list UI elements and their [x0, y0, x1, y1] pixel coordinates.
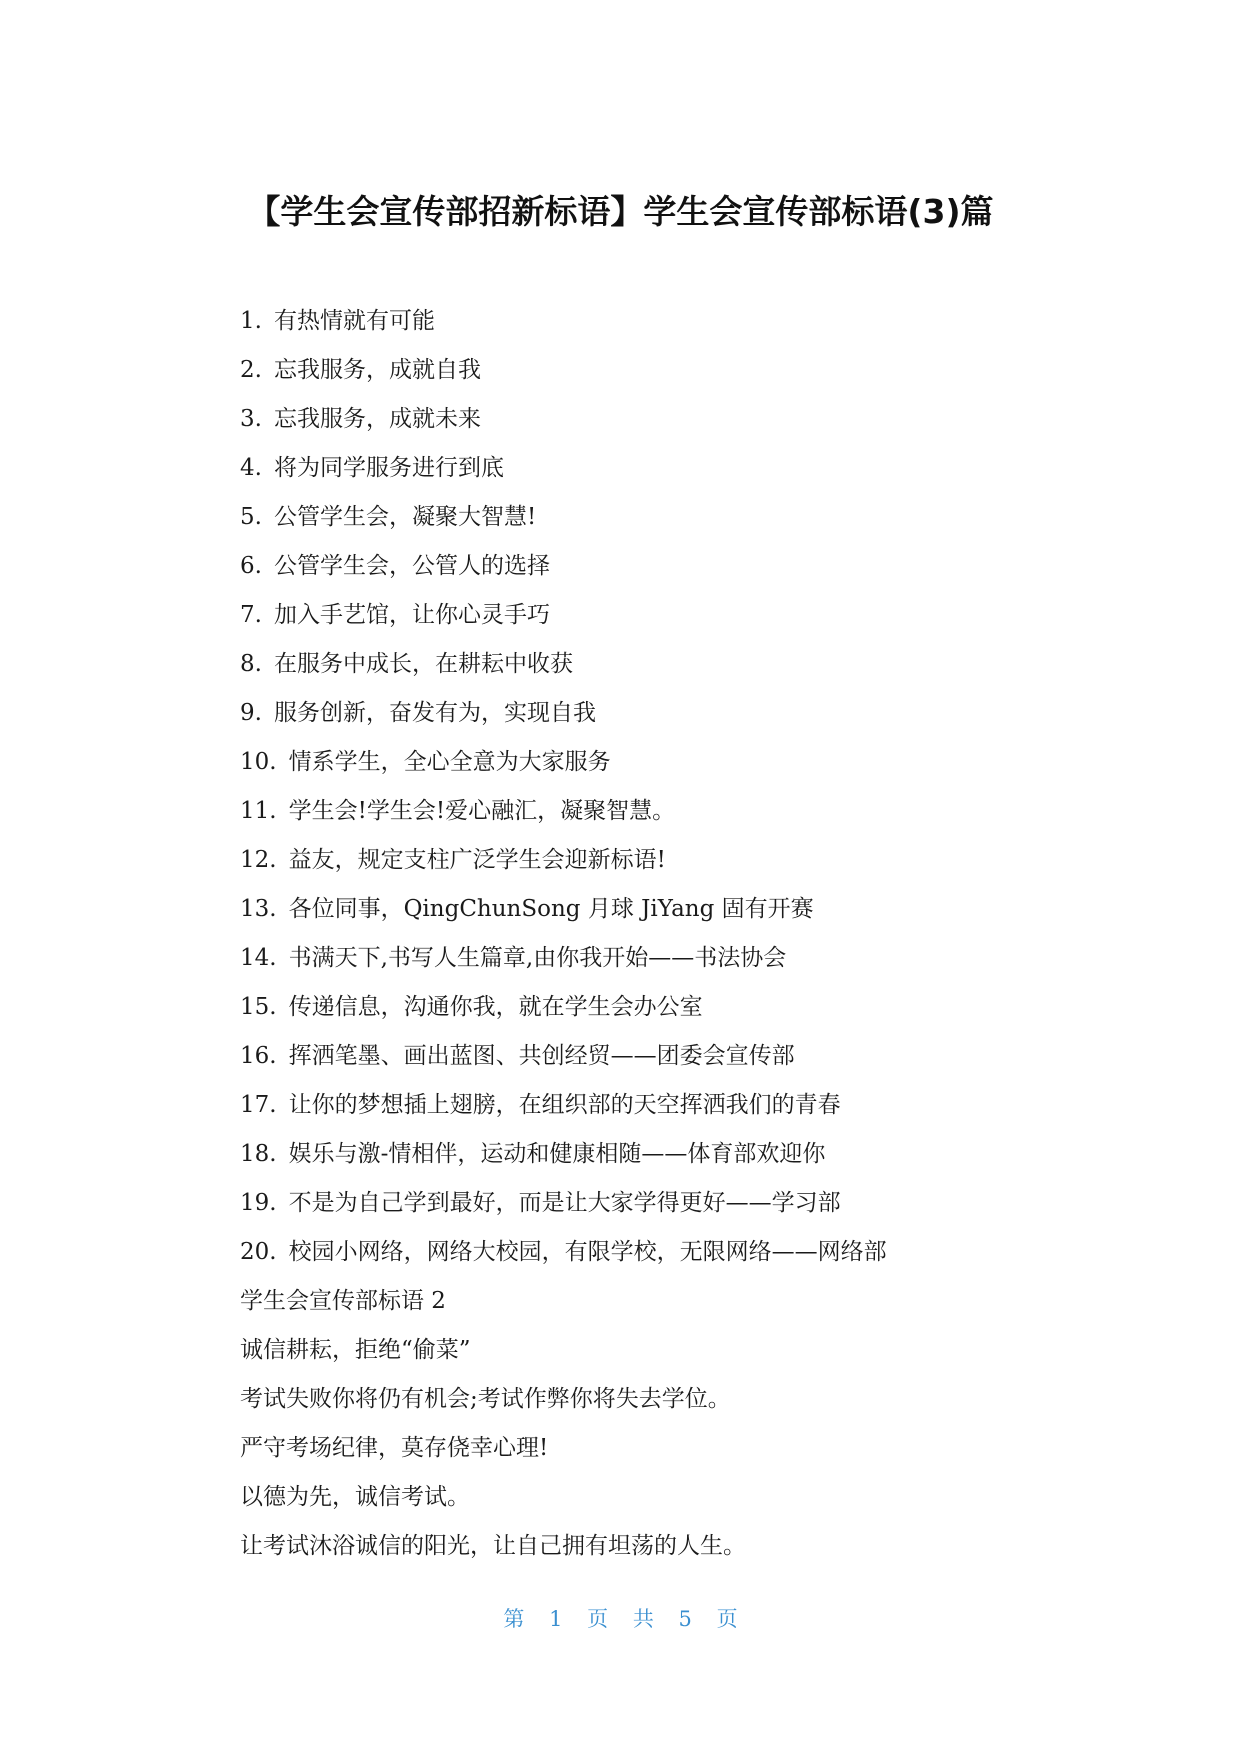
- list-item: [240, 885, 1140, 934]
- list-item-number: 2.: [240, 357, 262, 383]
- page-footer: [0, 1604, 1241, 1634]
- list-item-number: 20.: [240, 1239, 277, 1265]
- list-item-number: 15.: [240, 994, 277, 1020]
- list-item-number: 6.: [240, 553, 262, 579]
- slogan-list: [240, 297, 1140, 1277]
- list-item-text: 公管学生会，公管人的选择: [273, 553, 550, 579]
- paragraph: 让考试沐浴诚信的阳光，让自己拥有坦荡的人生。: [240, 1533, 746, 1559]
- list-item-number: 11.: [240, 798, 277, 824]
- list-item-text: 有热情就有可能: [273, 308, 435, 334]
- list-item: [240, 444, 1140, 493]
- list-item: [240, 1179, 1140, 1228]
- footer-current-page: 1: [549, 1607, 563, 1631]
- list-item-number: 1.: [240, 308, 262, 334]
- list-item-text: 不是为自己学到最好，而是让大家学得更好——学习部: [288, 1190, 841, 1216]
- list-item: [240, 738, 1140, 787]
- list-item: [240, 640, 1140, 689]
- list-item-number: 7.: [240, 602, 262, 628]
- list-item-number: 14.: [240, 945, 277, 971]
- paragraph-block: [240, 1277, 1140, 1571]
- list-item-text: 校园小网络，网络大校园，有限学校，无限网络——网络部: [288, 1239, 887, 1265]
- list-item-text: 让你的梦想插上翅膀，在组织部的天空挥洒我们的青春: [288, 1092, 841, 1118]
- list-item-number: 8.: [240, 651, 262, 677]
- list-item-text: 将为同学服务进行到底: [273, 455, 504, 481]
- paragraph: 考试失败你将仍有机会;考试作弊你将失去学位。: [240, 1386, 731, 1412]
- list-item-text: 在服务中成长，在耕耘中收获: [273, 651, 573, 677]
- list-item-text: 益友，规定支柱广泛学生会迎新标语!: [288, 847, 666, 873]
- list-item-text: 服务创新，奋发有为，实现自我: [273, 700, 596, 726]
- list-item: [240, 836, 1140, 885]
- list-item-number: 13.: [240, 896, 277, 922]
- footer-word-ye-end: 页: [716, 1607, 738, 1631]
- footer-word-gong: 共: [632, 1607, 654, 1631]
- list-item-text: 情系学生，全心全意为大家服务: [288, 749, 611, 775]
- list-item: [240, 1081, 1140, 1130]
- list-item-number: 12.: [240, 847, 277, 873]
- footer-word-di: 第: [503, 1607, 525, 1631]
- list-item: [240, 1228, 1140, 1277]
- list-item-number: 5.: [240, 504, 262, 530]
- list-item-number: 3.: [240, 406, 262, 432]
- list-item: [240, 689, 1140, 738]
- list-item-text: 挥洒笔墨、画出蓝图、共创经贸——团委会宣传部: [288, 1043, 795, 1069]
- list-item: [240, 542, 1140, 591]
- list-item-text: 书满天下,书写人生篇章,由你我开始——书法协会: [288, 945, 787, 971]
- list-item-text: 忘我服务，成就未来: [273, 406, 481, 432]
- list-item: [240, 297, 1140, 346]
- list-item: [240, 395, 1140, 444]
- list-item: [240, 346, 1140, 395]
- paragraph: 以德为先，诚信考试。: [240, 1484, 470, 1510]
- paragraph: 诚信耕耘，拒绝“偷菜”: [240, 1337, 471, 1363]
- list-item: [240, 1032, 1140, 1081]
- list-item-text: 传递信息，沟通你我，就在学生会办公室: [288, 994, 703, 1020]
- list-item-text: 学生会!学生会!爱心融汇，凝聚智慧。: [288, 798, 676, 824]
- document-title: 【学生会宣传部招新标语】学生会宣传部标语(3)篇: [247, 192, 994, 231]
- list-item-text: 忘我服务，成就自我: [273, 357, 481, 383]
- list-item: [240, 493, 1140, 542]
- list-item-text: 各位同事，QingChunSong 月球 JiYang 固有开赛: [288, 896, 814, 922]
- list-item-number: 18.: [240, 1141, 277, 1167]
- document-body: [240, 297, 1140, 1571]
- list-item-number: 19.: [240, 1190, 277, 1216]
- footer-total-pages: 5: [678, 1607, 692, 1631]
- footer-word-ye: 页: [587, 1607, 609, 1631]
- list-item: [240, 1130, 1140, 1179]
- list-item: [240, 591, 1140, 640]
- list-item-text: 公管学生会，凝聚大智慧!: [273, 504, 537, 530]
- list-item-number: 10.: [240, 749, 277, 775]
- list-item-number: 16.: [240, 1043, 277, 1069]
- list-item: [240, 787, 1140, 836]
- list-item-text: 加入手艺馆，让你心灵手巧: [273, 602, 550, 628]
- list-item-number: 4.: [240, 455, 262, 481]
- paragraph: 严守考场纪律，莫存侥幸心理!: [240, 1435, 549, 1461]
- list-item: [240, 983, 1140, 1032]
- list-item-text: 娱乐与激-情相伴，运动和健康相随——体育部欢迎你: [288, 1141, 826, 1167]
- list-item-number: 9.: [240, 700, 262, 726]
- paragraph: 学生会宣传部标语 2: [240, 1288, 446, 1314]
- list-item: [240, 934, 1140, 983]
- list-item-number: 17.: [240, 1092, 277, 1118]
